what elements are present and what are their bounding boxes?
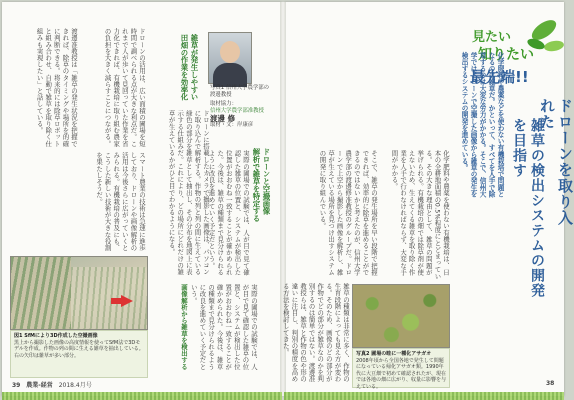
subhead-1: 雑草が発生しやすい bbox=[190, 34, 199, 101]
profile-note: 取材・文：岸康彦 bbox=[210, 122, 254, 128]
body-column-m3: 画像解析から雑草を検出する bbox=[180, 284, 188, 370]
logo-line1: 見たい bbox=[472, 30, 512, 45]
author-profile bbox=[210, 85, 272, 129]
footer-right bbox=[546, 380, 554, 390]
logo-line3: 最先端!! bbox=[470, 68, 529, 86]
body-column-r2: そこで、雑草の発生場所を早い段階で把握できれば、効率的に除草を進めることができるのではないかと考えたのが、信州大学農学部の渡邊修准教授のグループだ。ドローンで上空から撮影した画像を解析し、雑草が生えている場所を見つけ出すシステムの開発に取り組んでいる。 bbox=[318, 150, 378, 276]
body-column-r3: 雑草の種類は非常に多く、作物の生育段階によっても見え方が変わる。そのため、画像のどの部分が作物でどの部分が雑草なのかを判別するのは簡単ではない。渡邊准教授らは、雑草と作物の色や形の違いに注目し、判別の精度を高める方法を検討してきた。 bbox=[281, 283, 350, 382]
body-column-l1: ドローンの活用は、広い面積の圃場を短時間で調べられる点が大きな利点だ。これまで人が歩いて見回っていた作業を省力化できれば、有機栽培に取り組む農家の負担を大きく減らすことにつながる。 bbox=[103, 28, 146, 147]
caption2-title: 写真2 圃場の畦に一種化アサガオ bbox=[356, 351, 432, 357]
body-column-l3: スマート農業の技術は急速に進歩しており、ドローンや画像解析の活用は今後さらに広がっていくとみられる。有機栽培の普及にも、こうした新しい技術が大きな役割を果たしそうだ。 bbox=[95, 152, 146, 251]
article-title-line2: 雑草の検出システムの開発を目指す bbox=[511, 118, 545, 298]
article-lead: 化学肥料や農薬などを使わない有機栽培で問題となるのは雑草だ。かといって、すべてを人手で除草するのは大変な労力がかかる。そこで、信州大学ではドローンで空撮した画像から雑草の発生を検出するシステムの開発を進めている。 bbox=[460, 52, 504, 198]
portrait-photo bbox=[208, 32, 252, 84]
body-column-m2: 実際の圃場での試験では、人が目で見て確認した雑草の位置と、システムが検出した位置がおおむね一致することが確かめられた。今後は、雑草の種類まで見分けられるように改良を進めていく予定だという。 bbox=[207, 150, 250, 276]
page-number-left: 39 bbox=[12, 382, 21, 389]
page-number-right: 38 bbox=[546, 380, 555, 387]
logo-line2: 知りたい bbox=[478, 47, 534, 63]
magazine-name: 農業-経営 bbox=[26, 382, 53, 389]
body-column-l2: 渡邊准教授は「雑草の発生状況を把握できれば、除草のタイミングや場所を的確に判断できる。将来的には除草ロボットと組み合わせ、自動で雑草を取り除く仕組みも実現したい」と話している。 bbox=[35, 28, 78, 147]
aerial-photo-caption bbox=[10, 330, 148, 378]
footer-left bbox=[12, 380, 92, 390]
weed-photo bbox=[352, 284, 450, 348]
subhead-2b: 解析で雑草を特定する bbox=[252, 148, 261, 222]
profile-org-label: 取材協力： bbox=[210, 101, 237, 107]
profile-name: 渡邊 修 bbox=[210, 114, 236, 123]
aerial-photo bbox=[10, 256, 148, 330]
caption1-text: 黒上から撮影した画像の高度情報を使ってSfM法で3Dモデルを作成。作物の列の間に生える雑草を抽出している。右の矢印は雑草が多い部分。 bbox=[14, 339, 144, 359]
subhead-1b: 田畑の作業を効率化 bbox=[180, 34, 189, 101]
subhead-2: ドローンと空撮画像 bbox=[262, 148, 271, 215]
caption1-title: 図1 SfMにより3D作成した空撮画像 bbox=[14, 333, 98, 339]
profile-org: 信州大学農学部准教授 bbox=[210, 108, 264, 114]
article-title-line1: ドローンを取り入れた bbox=[538, 98, 574, 226]
body-column-m4: 実際の圃場での試験では、人が目で見て確認した雑草の位置と、システムが検出した位置がおおむね一致することが確かめられた。今後は、雑草の種類まで見分けられるように改良を進めていく予定だという。 bbox=[189, 284, 258, 370]
profile-role: 写真1 信州大学農学部の bbox=[210, 85, 270, 91]
profile-role2: 渡邊教授 bbox=[210, 92, 232, 98]
caption2-text: 2008年頃から全国各地で発生して問題になっている帰化アサガオ類。1990年代に大豆畑で初めて確認されたが、現在では各地の畑に広がり、収量に影響を与えている。 bbox=[356, 357, 447, 390]
arrow-icon bbox=[111, 295, 133, 307]
issue-date: 2018.4月号 bbox=[58, 382, 92, 389]
footer-grass-left bbox=[2, 392, 282, 400]
weed-photo-caption bbox=[352, 348, 450, 388]
body-column-r1: 化学肥料や農薬を使わない有機栽培は、日本の全耕地面積の0.5%程度にとどまっている。その大きな理由として、雑草の問題が挙げられる。有機栽培の畑では除草剤が使えないため、生えてくる雑草を取り除く作業を人手で行わなければならず、大変な手間がかかる。 bbox=[390, 150, 450, 280]
body-column-m1: ドローンに搭載したカメラで撮影した画像は、パソコンに取り込んで解析する。作物の列と列の間に生えている緑色の部分を雑草として抽出し、その分布を地図上に表示する仕組みだ。これにより、どの場所にどれだけの雑草が生えているかがひと目でわかるようになる。 bbox=[167, 110, 210, 275]
footer-grass-right bbox=[284, 392, 564, 400]
